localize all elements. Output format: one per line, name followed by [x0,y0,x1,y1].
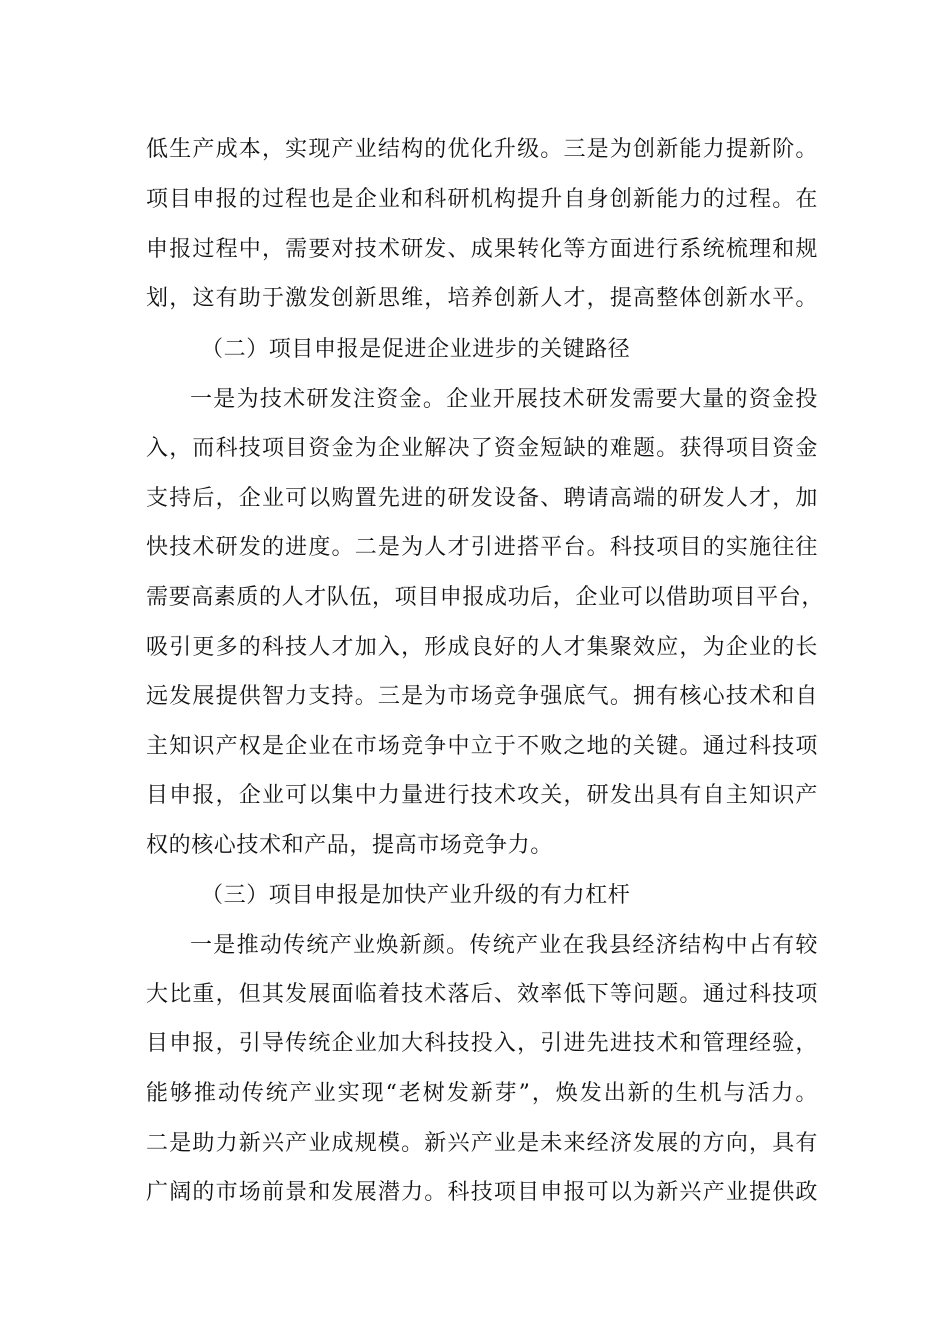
body-line: 吸引更多的科技人才加入，形成良好的人才集聚效应，为企业的长 [146,635,818,660]
body-line: 划，这有助于激发创新思维，培养创新人才，提高整体创新水平。 [146,286,818,311]
body-line: 项目申报的过程也是企业和科研机构提升自身创新能力的过程。在 [146,187,818,212]
body-line: 支持后，企业可以购置先进的研发设备、聘请高端的研发人才，加 [146,486,818,511]
paragraph-first-line: 一是推动传统产业焕新颜。传统产业在我县经济结构中占有较 [190,933,818,958]
section-heading: （二）项目申报是促进企业进步的关键路径 [201,337,631,362]
paragraph-first-line: 一是为技术研发注资金。企业开展技术研发需要大量的资金投 [190,387,818,412]
body-line: 大比重，但其发展面临着技术落后、效率低下等问题。通过科技项 [146,982,818,1007]
body-line: 远发展提供智力支持。三是为市场竞争强底气。拥有核心技术和自 [146,684,818,709]
body-line: 低生产成本，实现产业结构的优化升级。三是为创新能力提新阶。 [146,137,818,162]
section-heading: （三）项目申报是加快产业升级的有力杠杆 [201,883,631,908]
body-line: 快技术研发的进度。二是为人才引进搭平台。科技项目的实施往往 [146,535,818,560]
body-line: 需要高素质的人才队伍，项目申报成功后，企业可以借助项目平台， [146,585,825,610]
body-line: 二是助力新兴产业成规模。新兴产业是未来经济发展的方向，具有 [146,1131,818,1156]
body-line: 目申报，引导传统企业加大科技投入，引进先进技术和管理经验， [146,1031,818,1056]
body-line: 目申报，企业可以集中力量进行技术攻关，研发出具有自主知识产 [146,783,818,808]
body-line: 主知识产权是企业在市场竞争中立于不败之地的关键。通过科技项 [146,734,818,759]
body-line: 权的核心技术和产品，提高市场竞争力。 [146,833,553,858]
body-line: 申报过程中，需要对技术研发、成果转化等方面进行系统梳理和规 [146,237,818,262]
body-line: 广阔的市场前景和发展潜力。科技项目申报可以为新兴产业提供政 [146,1180,818,1205]
body-line: 入，而科技项目资金为企业解决了资金短缺的难题。获得项目资金 [146,436,818,461]
body-line: 能够推动传统产业实现“老树发新芽”，焕发出新的生机与活力。 [146,1081,818,1106]
